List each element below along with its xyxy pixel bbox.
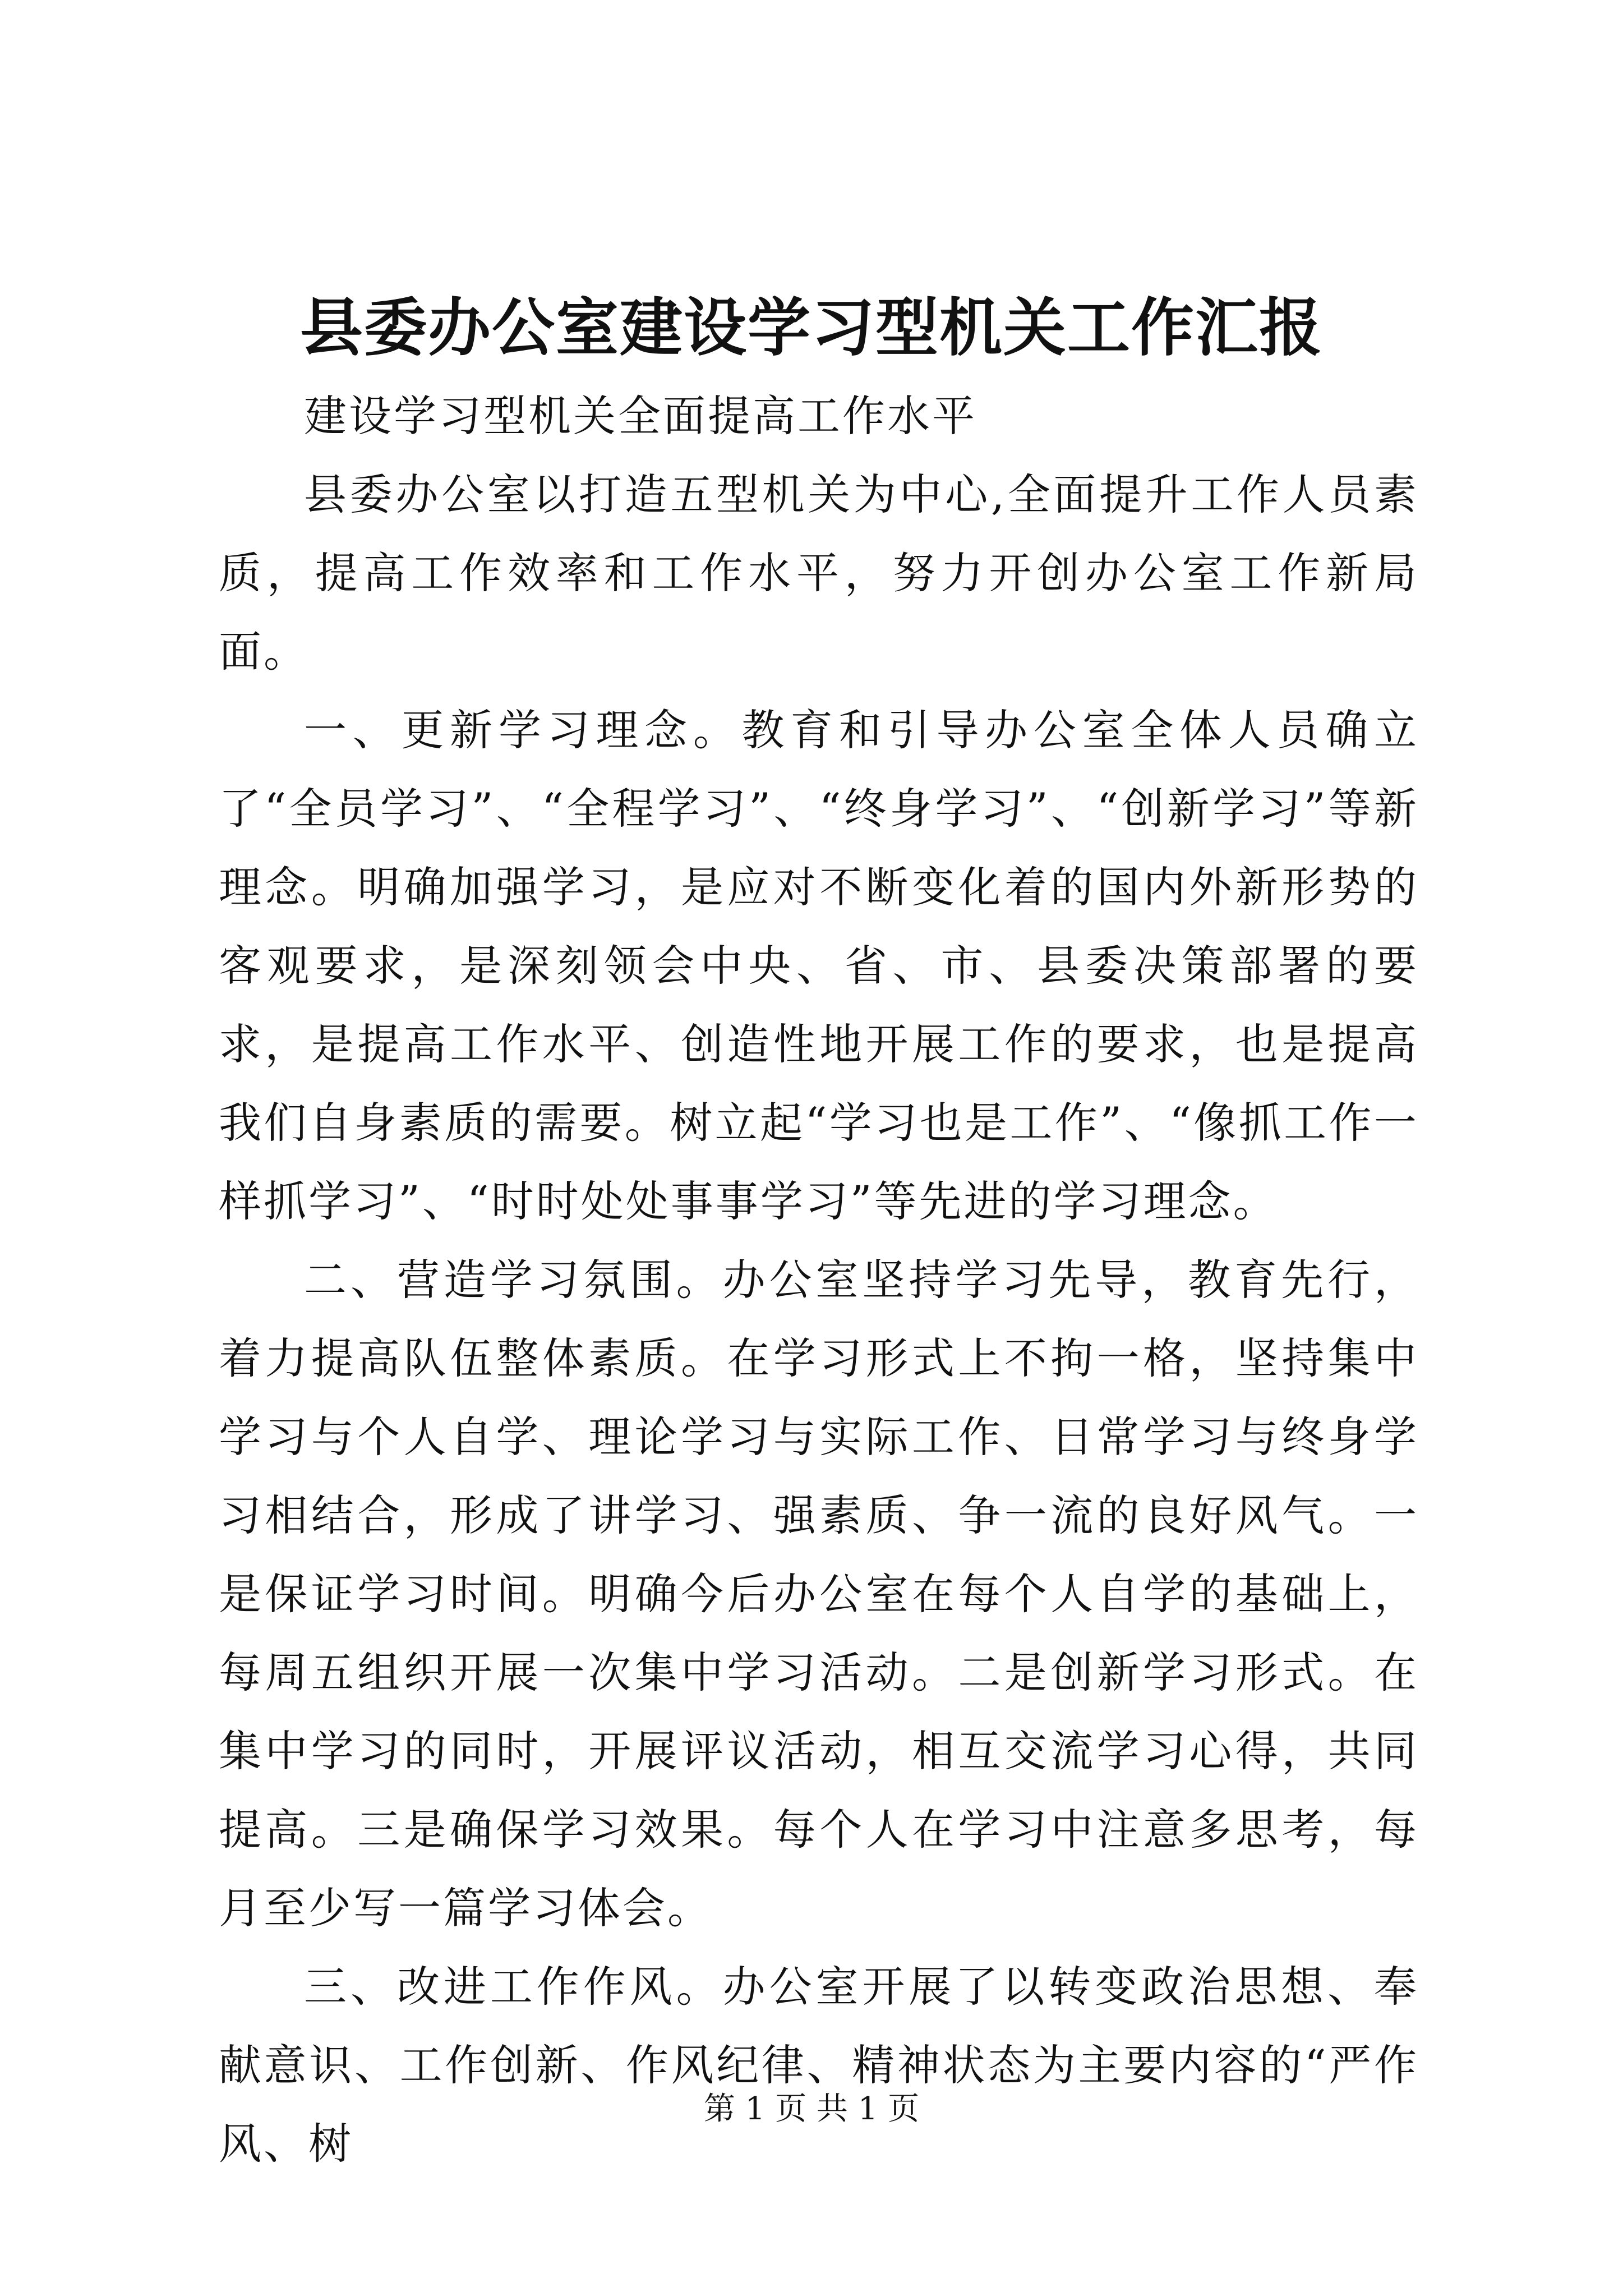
document-body bbox=[219, 377, 1419, 2183]
section-one-paragraph: 一、更新学习理念。教育和引导办公室全体人员确立了“全员学习”、“全程学习”、“终身学习”、“创新学习”等新理念。明确加强学习，是应对不断变化着的国内外新形势的客观要求，是深刻领会中央、省、市、县委决策部署的要求，是提高工作水平、创造性地开展工作的要求，也是提高我们自身素质的需要。树立起“学习也是工作”、“像抓工作一样抓学习”、“时时处处事事学习”等先进的学习理念。 bbox=[219, 705, 1419, 1226]
subtitle-paragraph: 建设学习型机关全面提高工作水平 bbox=[304, 391, 977, 441]
document-title: 县委办公室建设学习型机关工作汇报 bbox=[300, 291, 1323, 365]
intro-paragraph: 县委办公室以打造五型机关为中心,全面提升工作人员素质，提高工作效率和工作水平，努力开创办公室工作新局面。 bbox=[219, 470, 1419, 677]
section-two-paragraph: 二、营造学习氛围。办公室坚持学习先导，教育先行，着力提高队伍整体素质。在学习形式上不拘一格，坚持集中学习与个人自学、理论学习与实际工作、日常学习与终身学习相结合，形成了讲学习、强素质、争一流的良好风气。一是保证学习时间。明确今后办公室在每个人自学的基础上，每周五组织开展一次集中学习活动。二是创新学习形式。在集中学习的同时，开展评议活动，相互交流学习心得，共同提高。三是确保学习效果。每个人在学习中注意多思考，每月至少写一篇学习体会。 bbox=[219, 1255, 1419, 1933]
section-three-paragraph: 三、改进工作作风。办公室开展了以转变政治思想、奉献意识、工作创新、作风纪律、精神状态为主要内容的“严作风、树 bbox=[219, 1962, 1419, 2169]
page-footer: 第 1 页 共 1 页 bbox=[703, 2091, 920, 2127]
